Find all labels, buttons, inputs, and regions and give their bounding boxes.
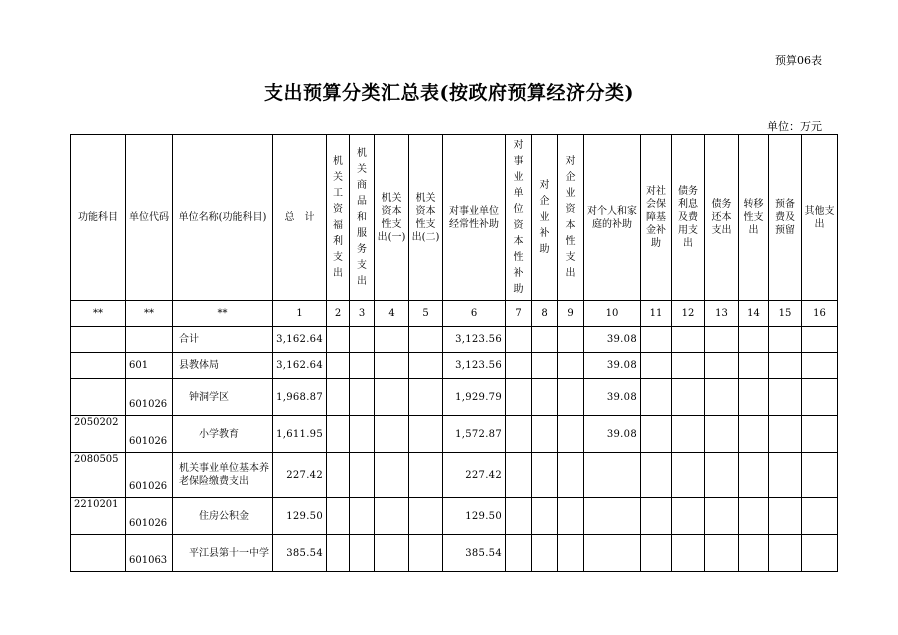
column-number: 4 [375,301,409,327]
unit-code [126,327,173,353]
total-value: 3,162.64 [273,353,327,379]
header-cell: 对个人和家庭的补助 [584,135,641,301]
column-number: 5 [409,301,443,327]
column-number: 10 [584,301,641,327]
institution-subsidy-value: 1,929.79 [443,379,506,416]
form-code: 预算06表 [775,54,822,67]
unit-code: 601026 [126,498,173,535]
table-row [71,453,838,498]
column-number: 14 [739,301,769,327]
column-number: ** [71,301,126,327]
total-value: 227.42 [273,453,327,498]
institution-subsidy-value: 227.42 [443,453,506,498]
table-row [71,498,838,535]
table-row [71,416,838,453]
header-cell: 单位代码 [126,135,173,301]
unit-code: 601026 [126,416,173,453]
household-subsidy-value [584,535,641,572]
function-code: 2050202 [71,416,126,453]
header-cell: 功能科目 [71,135,126,301]
unit-name: 住房公积金 [173,498,273,535]
function-code [71,327,126,353]
header-cell: 预备费及预留 [769,135,802,301]
function-code: 2080505 [71,453,126,498]
unit-name: 机关事业单位基本养老保险缴费支出 [173,453,273,498]
column-number: 15 [769,301,802,327]
household-subsidy-value [584,498,641,535]
header-cell: 债务利息及费用支出 [672,135,705,301]
unit-label: 单位：万元 [767,120,822,133]
column-number: 2 [327,301,350,327]
institution-subsidy-value: 3,123.56 [443,327,506,353]
unit-code: 601 [126,353,173,379]
column-number: 11 [641,301,672,327]
header-cell: 总 计 [273,135,327,301]
institution-subsidy-value: 385.54 [443,535,506,572]
unit-name: 小学教育 [173,416,273,453]
column-number: 1 [273,301,327,327]
column-number: 7 [506,301,532,327]
total-value: 129.50 [273,498,327,535]
header-cell: 单位名称(功能科目) [173,135,273,301]
function-code [71,353,126,379]
page-title: 支出预算分类汇总表(按政府预算经济分类) [264,82,634,104]
total-value: 1,611.95 [273,416,327,453]
header-cell: 转移性支出 [739,135,769,301]
institution-subsidy-value: 1,572.87 [443,416,506,453]
table-row [71,535,838,572]
header-cell: 对企业补助 [532,135,558,301]
header-cell: 其他支出 [802,135,838,301]
table-row [71,353,838,379]
household-subsidy-value: 39.08 [584,327,641,353]
header-row [71,135,838,301]
table-row [71,327,838,353]
household-subsidy-value: 39.08 [584,379,641,416]
column-number: 12 [672,301,705,327]
unit-name: 钟洞学区 [173,379,273,416]
household-subsidy-value [584,453,641,498]
unit-code: 601063 [126,535,173,572]
column-number: ** [126,301,173,327]
column-number: 9 [558,301,584,327]
institution-subsidy-value: 3,123.56 [443,353,506,379]
unit-code: 601026 [126,379,173,416]
unit-code: 601026 [126,453,173,498]
column-number-row [71,301,838,327]
header-cell: 对社会保障基金补助 [641,135,672,301]
household-subsidy-value: 39.08 [584,353,641,379]
header-cell: 机关工资福利支出 [327,135,350,301]
header-cell: 机关商品和服务支出 [350,135,375,301]
column-number: 16 [802,301,838,327]
header-cell: 对事业单位资本性补助 [506,135,532,301]
header-cell: 对事业单位经常性补助 [443,135,506,301]
institution-subsidy-value: 129.50 [443,498,506,535]
function-code [71,535,126,572]
column-number: 3 [350,301,375,327]
unit-name: 县教体局 [173,353,273,379]
total-value: 3,162.64 [273,327,327,353]
header-cell: 机关资本性支出(二) [409,135,443,301]
total-value: 385.54 [273,535,327,572]
header-cell: 对企业资本性支出 [558,135,584,301]
function-code [71,379,126,416]
budget-table [70,134,838,572]
header-cell: 债务还本支出 [705,135,739,301]
column-number: ** [173,301,273,327]
column-number: 8 [532,301,558,327]
function-code: 2210201 [71,498,126,535]
column-number: 6 [443,301,506,327]
unit-name: 平江县第十一中学 [173,535,273,572]
household-subsidy-value: 39.08 [584,416,641,453]
header-cell: 机关资本性支出(一) [375,135,409,301]
table-row [71,379,838,416]
column-number: 13 [705,301,739,327]
total-value: 1,968.87 [273,379,327,416]
unit-name: 合计 [173,327,273,353]
